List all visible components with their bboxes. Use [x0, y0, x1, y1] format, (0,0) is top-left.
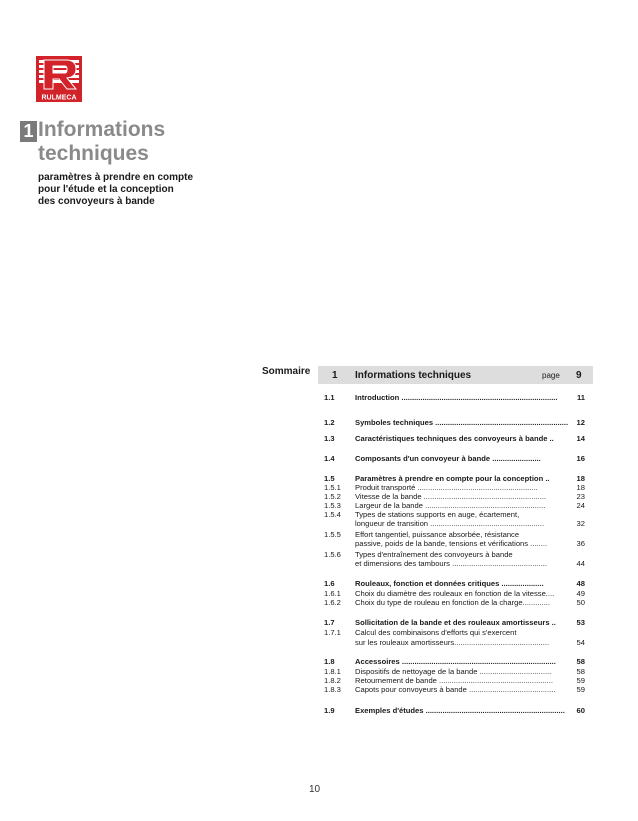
- toc-num: 1.5.2: [324, 492, 341, 501]
- toc-text: Choix du diamètre des rouleaux en fonction de la vitesse....: [355, 589, 555, 598]
- section-subtitle: [38, 172, 193, 208]
- toc-page: 59: [576, 676, 585, 685]
- toc-page: 32: [576, 519, 585, 528]
- toc-page: 50: [576, 598, 585, 607]
- toc-text: passive, poids de la bande, tensions et vérifications ........: [355, 539, 548, 548]
- section-title: [38, 118, 165, 166]
- toc-page: 44: [576, 559, 585, 568]
- section-number-badge: 1: [20, 121, 37, 142]
- toc-num: 1.8.2: [324, 676, 341, 685]
- toc-text: Calcul des combinaisons d'efforts qui s'exercent: [355, 628, 517, 637]
- toc-page: 18: [576, 474, 585, 483]
- toc-page: 54: [576, 638, 585, 647]
- sommaire-label: Sommaire: [262, 366, 311, 377]
- toc-text: Retournement de bande ......................................................: [355, 676, 553, 685]
- toc-text: Types de stations supports en auge, écartement,: [355, 510, 520, 519]
- toc-text: Produit transporté .........................................................: [355, 483, 538, 492]
- toc-header-title: Informations techniques: [355, 370, 472, 381]
- toc-text: Capots pour convoyeurs à bande .........................................: [355, 685, 556, 694]
- section-title-line1: Informations: [38, 118, 166, 141]
- toc-text: Symboles techniques ...............................................................: [355, 418, 569, 427]
- toc-page: 48: [576, 579, 585, 588]
- toc-header-number: 1: [332, 370, 338, 381]
- toc-text: Composants d'un convoyeur à bande .......................: [355, 454, 541, 463]
- page-number: 10: [309, 784, 321, 795]
- toc-text: Introduction ..........................................................................: [355, 393, 558, 402]
- toc-num: 1.5.6: [324, 550, 341, 559]
- toc-page: 11: [576, 393, 585, 402]
- toc-page: 58: [576, 657, 585, 666]
- toc-page: 36: [576, 539, 585, 548]
- svg-text:RULMECA: RULMECA: [41, 94, 77, 102]
- toc-num: 1.2: [324, 418, 335, 427]
- subtitle-line2: pour l'étude et la conception: [38, 184, 174, 195]
- toc-text: Caractéristiques techniques des convoyeurs à bande ..: [355, 434, 554, 443]
- toc-num: 1.4: [324, 454, 335, 463]
- toc-text: Sollicitation de la bande et des rouleaux amortisseurs ..: [355, 618, 556, 627]
- toc-num: 1.6.2: [324, 598, 341, 607]
- toc-header-page: 9: [576, 370, 582, 381]
- toc-text: Rouleaux, fonction et données critiques ....................: [355, 579, 544, 588]
- rulmeca-logo: [36, 56, 82, 102]
- subtitle-line3: des convoyeurs à bande: [38, 196, 155, 207]
- toc-text: Choix du type de rouleau en fonction de la charge.............: [355, 598, 551, 607]
- toc-header: [318, 366, 593, 384]
- toc-num: 1.5.1: [324, 483, 341, 492]
- toc-text: longueur de transition ......................................................: [355, 519, 545, 528]
- toc-text: sur les rouleaux amortisseurs.............................................: [355, 638, 550, 647]
- toc-num: 1.8: [324, 657, 335, 666]
- toc-page: 14: [576, 434, 585, 443]
- toc-page: 12: [576, 418, 585, 427]
- toc-num: 1.8.3: [324, 685, 341, 694]
- toc-num: 1.5.3: [324, 501, 341, 510]
- toc-text: Exemples d'études ..................................................................: [355, 706, 565, 715]
- toc-num: 1.1: [324, 393, 335, 402]
- toc-header-page-label: page: [542, 371, 560, 380]
- toc-text: Accessoires .........................................................................: [355, 657, 556, 666]
- toc-text: Largeur de la bande .........................................................: [355, 501, 546, 510]
- toc-text: Paramètres à prendre en compte pour la conception ..: [355, 474, 550, 483]
- toc-num: 1.6: [324, 579, 335, 588]
- toc-page: 53: [576, 618, 585, 627]
- logo-mark-icon: [36, 56, 82, 102]
- toc-num: 1.5: [324, 474, 335, 483]
- toc-text: Effort tangentiel, puissance absorbée, résistance: [355, 530, 520, 539]
- toc-text: et dimensions des tambours .............................................: [355, 559, 548, 568]
- toc-page: 49: [576, 589, 585, 598]
- toc-num: 1.3: [324, 434, 335, 443]
- subtitle-line1: paramètres à prendre en compte: [38, 172, 194, 183]
- toc-num: 1.6.1: [324, 589, 341, 598]
- toc-page: 18: [576, 483, 585, 492]
- toc-num: 1.7.1: [324, 628, 341, 637]
- toc-page: 58: [576, 667, 585, 676]
- toc-num: 1.8.1: [324, 667, 341, 676]
- toc-text: Vitesse de la bande ..........................................................: [355, 492, 547, 501]
- toc-page: 16: [576, 454, 585, 463]
- toc-num: 1.9: [324, 706, 335, 715]
- toc-text: Types d'entraînement des convoyeurs à bande: [355, 550, 513, 559]
- toc-num: 1.5.5: [324, 530, 341, 539]
- toc-num: 1.5.4: [324, 510, 341, 519]
- section-title-line2: techniques: [38, 142, 149, 165]
- toc-text: Dispositifs de nettoyage de la bande ..................................: [355, 667, 552, 676]
- toc-page: 24: [576, 501, 585, 510]
- toc-page: 60: [576, 706, 585, 715]
- toc-page: 23: [576, 492, 585, 501]
- toc-page: 59: [576, 685, 585, 694]
- toc-num: 1.7: [324, 618, 335, 627]
